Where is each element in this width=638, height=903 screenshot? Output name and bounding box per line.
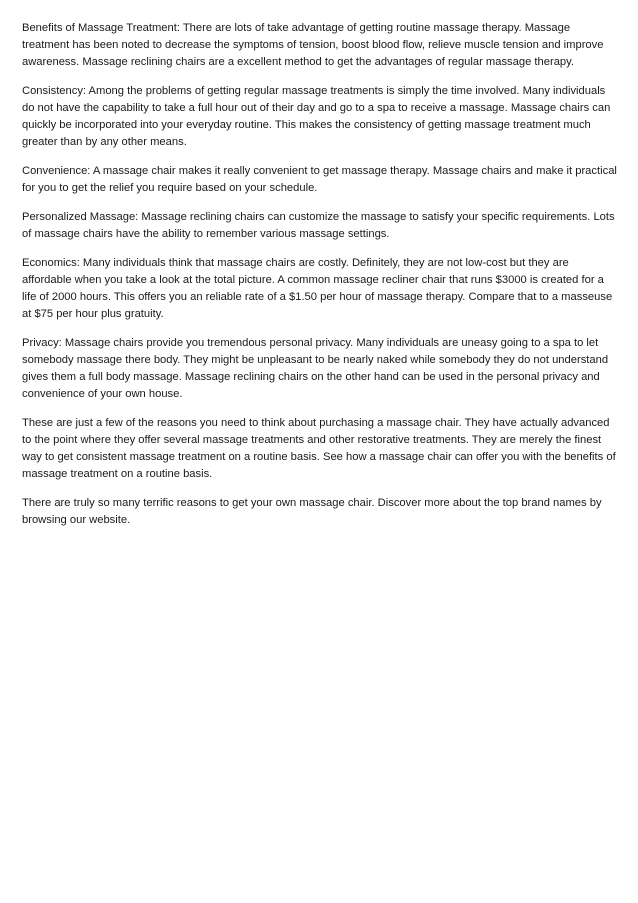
paragraph-consistency: Consistency: Among the problems of getting regular massage treatments is simply the time involved. Many individuals do not have the capability to take a full hour out of their day and go to a spa to receive a massage. Massage chairs can quickly be incorporated into your everyday routine. This makes the consistency of getting massage treatment much greater than by any other means.	[22, 85, 611, 148]
paragraph-reasons: These are just a few of the reasons you need to think about purchasing a massage chair. They have actually advanced to the point where they offer several massage treatments and other restorative treatments. They are merely the finest way to get consistent massage treatment on a routine basis. See how a massage chair can offer you with the benefits of massage treatment on a routine basis.	[22, 417, 616, 480]
document-body	[22, 20, 618, 541]
paragraph-economics: Economics: Many individuals think that massage chairs are costly. Definitely, they are not low-cost but they are affordable when you take a look at the total picture. A common massage recliner chair that runs $3000 is created for a life of 2000 hours. This offers you an reliable rate of a $1.50 per hour of massage therapy. Compare that to a masseuse at $75 per hour plus gratuity.	[22, 257, 613, 320]
paragraph-benefits: Benefits of Massage Treatment: There are lots of take advantage of getting routine massage therapy. Massage treatment has been noted to decrease the symptoms of tension, boost blood flow, relieve muscle tension and improve awareness. Massage reclining chairs are a excellent method to get the advantages of regular massage therapy.	[22, 22, 604, 68]
paragraph-convenience: Convenience: A massage chair makes it really convenient to get massage therapy. Massage chairs and make it practical for you to get the relief you require based on your schedule.	[22, 165, 617, 194]
paragraph-privacy: Privacy: Massage chairs provide you tremendous personal privacy. Many individuals are uneasy going to a spa to let somebody massage there body. They might be unpleasant to be nearly naked while somebody they do not understand gives them a full body massage. Massage reclining chairs on the other hand can be used in the personal privacy and convenience of your own house.	[22, 337, 609, 400]
paragraph-personalized-massage: Personalized Massage: Massage reclining chairs can customize the massage to satisfy your specific requirements. Lots of massage chairs have the ability to remember various massage settings.	[22, 211, 615, 240]
paragraph-closing: There are truly so many terrific reasons to get your own massage chair. Discover more about the top brand names by browsing our website.	[22, 497, 602, 526]
